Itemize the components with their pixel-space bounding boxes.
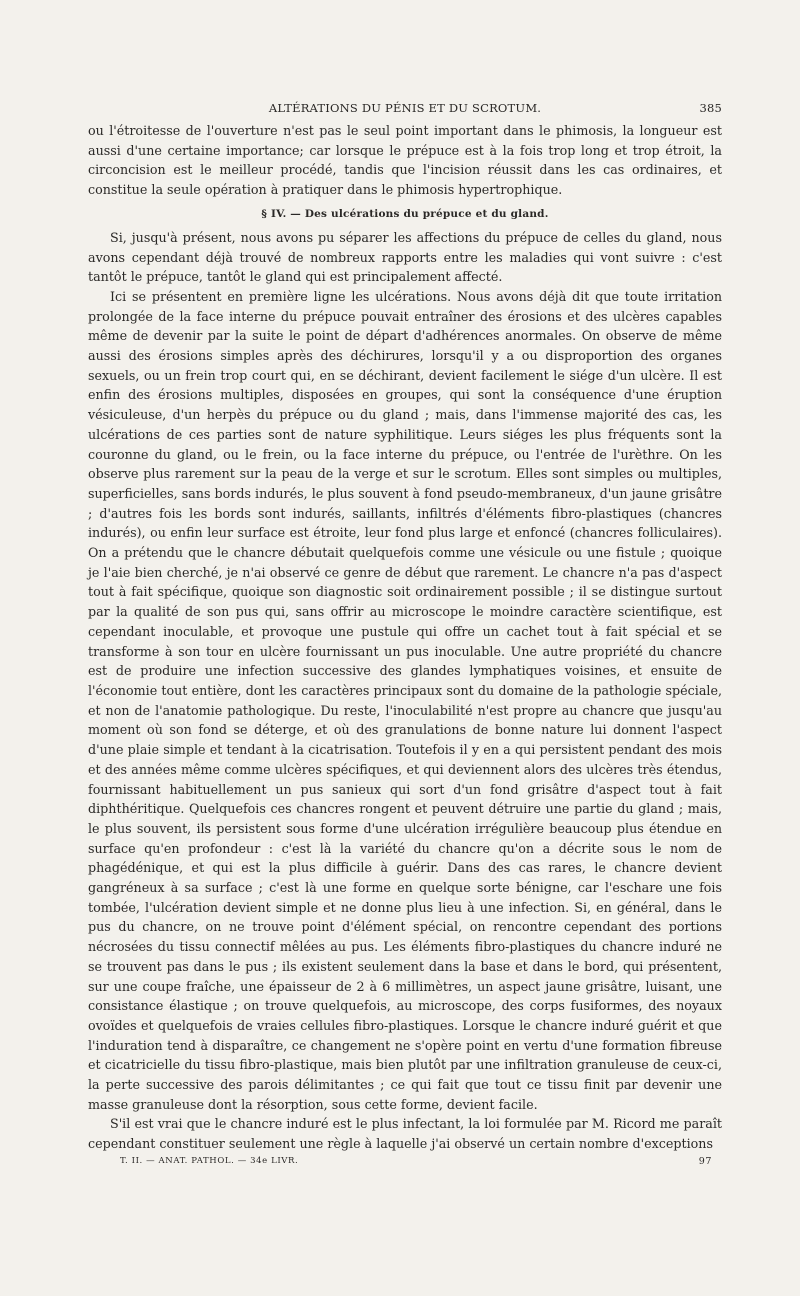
paragraph: Si, jusqu'à présent, nous avons pu séparer les affections du prépuce de celles du gland, nous avons cependant déjà trouvé de nombreux rapports entre les maladies qui vont suivre : c'est tantôt le prépuce, tantôt le gland qui est principalement affecté. [88,229,722,285]
paragraph: ou l'étroitesse de l'ouverture n'est pas le seul point important dans le phimosis, la longueur est aussi d'une certaine importance; car lorsque le prépuce est à la fois trop long et trop étroit, la circoncision est le meilleur procédé, tandis que l'incision réussit dans les cas ordinaires, et constitue la seule opération à pratiquer dans le phimosis hypertrophique. [88,123,722,198]
running-head [88,101,722,117]
body-text [88,121,722,1154]
page [88,101,722,1170]
paragraph: Ici se présentent en première ligne les ulcérations. Nous avons déjà dit que toute irritation prolongée de la face interne du prépuce pouvait entraîner des érosions et des ulcères capables même de devenir par la suite le point de départ d'adhérences anormales. On observe de même aussi des érosions simples après des déchirures, lorsqu'il y a ou disproportion des organes sexuels, ou un frein trop court qui, en se déchirant, devient facilement le siége d'un ulcère. Il est enfin des érosions multiples, disposées en groupes, qui sont la conséquence d'une éruption vésiculeuse, d'un herpès du prépuce ou du gland ; mais, dans l'immense majorité des cas, les ulcérations de ces parties sont de nature syphilitique. Leurs siéges les plus fréquents sont la couronne du gland, ou le frein, ou la face interne du prépuce, ou l'entrée de l'urèthre. On les observe plus rarement sur la peau de la verge et sur le scrotum. Elles sont simples ou multiples, superficielles, sans bords indurés, le plus souvent à fond pseudo-membraneux, d'un jaune grisâtre ; d'autres fois les bords sont indurés, saillants, infiltrés d'éléments fibro-plastiques (chancres indurés), ou enfin leur surface est étroite, leur fond plus large et enfoncé (chancres folliculaires). On a prétendu que le chancre débutait quelquefois comme une vésicule ou une fistule ; quoique je l'aie bien cherché, je n'ai observé ce genre de début que rarement. Le chancre n'a pas d'aspect tout à fait spécifique, quoique son diagnostic soit ordinairement possible ; il se distingue surtout par la qualité de son pus qui, sans offrir au microscope le moindre caractère scientifique, est cependant inoculable, et provoque une pustule qui offre un cachet tout à fait spécial et se transforme à son tour en ulcère fournissant un pus inoculable. Une autre propriété du chancre est de produire une infection successive des glandes lymphatiques voisines, et ensuite de l'économie tout entière, dont les caractères principaux sont du domaine de la pathologie spéciale, et non de l'anatomie pathologique. Du reste, l'inoculabilité n'est propre au chancre que jusqu'au moment où son fond se déterge, et où des granulations de bonne nature lui donnent l'aspect d'une plaie simple et tendant à la cicatrisation. Toutefois il y en a qui persistent pendant des mois et des années même comme ulcères spécifiques, et qui deviennent alors des ulcères très étendus, fournissant habituellement un pus sanieux qui sort d'un fond grisâtre d'aspect tout à fait diphthéritique. Quelquefois ces chancres rongent et peuvent détruire une partie du gland ; mais, le plus souvent, ils persistent sous forme d'une ulcération irrégulière beaucoup plus étendue en surface qu'en profondeur : c'est là la variété du chancre qu'on a décrite sous le nom de phagédénique, et qui est la plus difficile à guérir. Dans des cas rares, le chancre devient gangréneux à sa surface ; c'est là une forme en quelque sorte bénigne, car l'eschare une fois tombée, l'ulcération devient simple et ne donne plus lieu à une infection. Si, en général, dans le pus du chancre, on ne trouve point d'élément spécial, on rencontre cependant des portions nécrosées du tissu connectif mêlées au pus. Les éléments fibro-plastiques du chancre induré ne se trouvent pas dans le pus ; ils existent seulement dans la base et dans le bord, qui présentent, sur une coupe fraîche, une épaisseur de 2 à 6 millimètres, un aspect jaune grisâtre, luisant, une consistance élastique ; on trouve quelquefois, au microscope, des corps fusiformes, des noyaux ovoïdes et quelquefois de vraies cellules fibro-plastiques. Lorsque le chancre induré guérit et que l'induration tend à disparaître, ce changement ne s'opère point en vertu d'une formation fibreuse et cicatricielle du tissu fibro-plastique, mais bien plutôt par une infiltration granuleuse de ceux-ci, la perte successive des parois délimitantes ; ce qui fait que tout ce tissu finit par devenir une masse granuleuse dont la résorption, sous cette forme, devient facile. [88,288,722,1112]
page-number: 385 [699,101,722,115]
running-title: ALTÉRATIONS DU PÉNIS ET DU SCROTUM. [268,101,542,115]
paragraph: S'il est vrai que le chancre induré est le plus infectant, la loi formulée par M. Ricord me paraît cependant constituer seulement une règle à laquelle j'ai observé un certain nombre d'exceptions [88,1116,722,1152]
section-heading: § IV. — Des ulcérations du prépuce et du gland. [261,207,549,220]
signature-number: 97 [698,1155,712,1167]
page-footer [88,1156,722,1170]
signature-mark: T. II. — ANAT. PATHOL. — 34e LIVR. [120,1155,299,1166]
